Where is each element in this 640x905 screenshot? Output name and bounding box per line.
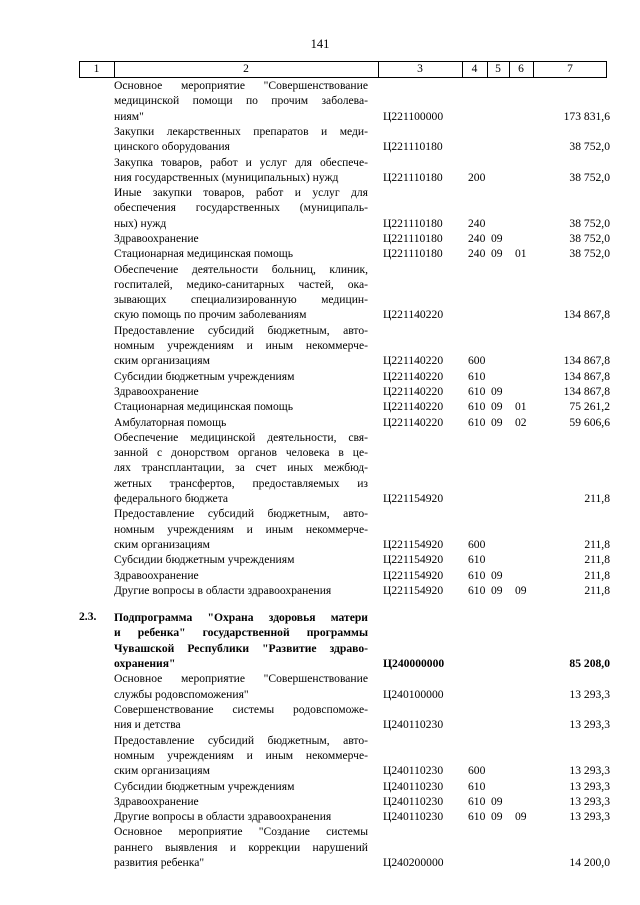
row-name bbox=[114, 506, 368, 552]
table-row bbox=[0, 246, 640, 261]
row-name bbox=[114, 262, 368, 323]
row-sum: 85 208,0 bbox=[569, 657, 610, 671]
table-row bbox=[0, 702, 640, 733]
row-code: Ц221140220 bbox=[383, 369, 444, 383]
table-row bbox=[0, 794, 640, 809]
row-name-line: ским организациям bbox=[114, 537, 210, 551]
row-name-line: Субсидии бюджетным учреждениям bbox=[114, 779, 295, 793]
header-col-2: 2 bbox=[243, 63, 249, 75]
row-name-line: Совершенствование системы родовспоможе- bbox=[114, 703, 368, 716]
row-name-line: Предоставление субсидий бюджетным, авто- bbox=[114, 507, 368, 521]
row-vr: 610 bbox=[468, 553, 486, 567]
row-code: Ц240100000 bbox=[383, 687, 444, 701]
row-name-line: Амбулаторная помощь bbox=[114, 415, 227, 429]
row-name bbox=[114, 809, 368, 824]
row-name-line: Обеспечение деятельности больниц, клиник, bbox=[114, 262, 368, 276]
row-name-line: Основное мероприятие "Совершенствование bbox=[114, 672, 368, 686]
row-vr: 240 bbox=[468, 232, 486, 245]
row-code: Ц221154920 bbox=[383, 553, 444, 567]
row-name bbox=[114, 399, 368, 414]
table-row bbox=[0, 610, 640, 671]
row-name bbox=[114, 794, 368, 809]
row-code: Ц221140220 bbox=[383, 308, 444, 322]
row-pr: 02 bbox=[515, 415, 527, 429]
row-rz: 09 bbox=[491, 794, 503, 808]
row-sum: 13 293,3 bbox=[569, 810, 610, 824]
row-name-line: цинского оборудования bbox=[114, 140, 230, 154]
row-rz: 09 bbox=[491, 232, 503, 245]
row-name-line: раннего выявления и коррекции нарушений bbox=[114, 840, 368, 854]
row-name bbox=[114, 369, 368, 384]
row-name-line: и ребенка" государственной программы bbox=[114, 626, 368, 640]
row-sum: 134 867,8 bbox=[563, 369, 610, 383]
row-rz: 09 bbox=[491, 568, 503, 582]
row-sum: 13 293,3 bbox=[569, 794, 610, 808]
row-vr: 610 bbox=[468, 385, 486, 398]
table-row bbox=[0, 185, 640, 231]
row-name bbox=[114, 78, 368, 124]
row-sum: 134 867,8 bbox=[563, 354, 610, 368]
row-code: Ц221154920 bbox=[383, 583, 444, 597]
row-name-line: федерального бюджета bbox=[114, 492, 229, 506]
row-rz: 09 bbox=[491, 400, 503, 414]
row-code: Ц221140220 bbox=[383, 400, 444, 414]
row-name bbox=[114, 231, 368, 246]
row-name-line: занной с донорством органов человека в це- bbox=[114, 446, 368, 460]
row-sum: 38 752,0 bbox=[569, 140, 610, 154]
row-name-line: Другие вопросы в области здравоохранения bbox=[114, 810, 332, 824]
row-name bbox=[114, 733, 368, 779]
row-name bbox=[114, 185, 368, 231]
header-col-4: 4 bbox=[471, 63, 478, 75]
row-name-line: Субсидии бюджетным учреждениям bbox=[114, 369, 295, 383]
row-pr: 01 bbox=[515, 247, 527, 261]
table-row bbox=[0, 124, 640, 155]
row-code: Ц221100000 bbox=[383, 109, 444, 123]
table-row bbox=[0, 369, 640, 384]
row-name-line: Субсидии бюджетным учреждениям bbox=[114, 553, 295, 567]
row-sum: 13 293,3 bbox=[569, 764, 610, 778]
row-code: Ц221140220 bbox=[383, 354, 444, 368]
header-col-1: 1 bbox=[93, 63, 100, 75]
row-pr: 01 bbox=[515, 400, 527, 414]
row-name bbox=[114, 323, 368, 369]
row-name bbox=[114, 384, 368, 399]
row-vr: 610 bbox=[468, 794, 486, 808]
table-row bbox=[0, 323, 640, 369]
row-code: Ц221154920 bbox=[383, 568, 444, 582]
row-code: Ц240000000 bbox=[383, 657, 445, 671]
row-name-line: службы родовспоможения" bbox=[114, 687, 249, 701]
row-code: Ц240110230 bbox=[383, 794, 444, 808]
row-name-line: Обеспечение медицинской деятельности, свя- bbox=[114, 430, 368, 444]
row-code: Ц221110180 bbox=[383, 140, 443, 154]
table-row bbox=[0, 262, 640, 323]
row-code: Ц221110180 bbox=[383, 170, 443, 184]
row-name bbox=[114, 779, 368, 794]
row-sum: 59 606,6 bbox=[569, 415, 610, 429]
row-name bbox=[114, 702, 368, 733]
row-name-line: ниям" bbox=[114, 109, 144, 123]
row-code: Ц221140220 bbox=[383, 385, 444, 398]
table-row bbox=[0, 399, 640, 414]
row-rz: 09 bbox=[491, 583, 503, 597]
row-name-line: ским организациям bbox=[114, 764, 210, 778]
row-name-line: Здравоохранение bbox=[114, 232, 199, 245]
table-row bbox=[0, 384, 640, 399]
row-sum: 38 752,0 bbox=[569, 170, 610, 184]
row-name-line: Другие вопросы в области здравоохранения bbox=[114, 583, 332, 597]
table-row bbox=[0, 231, 640, 246]
row-vr: 240 bbox=[468, 247, 486, 261]
row-vr: 610 bbox=[468, 369, 486, 383]
row-sum: 75 261,2 bbox=[569, 400, 610, 414]
table-row bbox=[0, 809, 640, 824]
row-code: Ц221140220 bbox=[383, 415, 444, 429]
header-col-5: 5 bbox=[495, 63, 501, 75]
row-name-line: Здравоохранение bbox=[114, 568, 199, 582]
table-row bbox=[0, 430, 640, 507]
row-name-line: скую помощь по прочим заболеваниям bbox=[114, 308, 307, 322]
table-row bbox=[0, 779, 640, 794]
row-rz: 09 bbox=[491, 810, 503, 824]
row-name-line: номным учреждениям и иным некоммерче- bbox=[114, 748, 368, 762]
row-name-line: ским организациям bbox=[114, 354, 210, 368]
row-name-line: Основное мероприятие "Совершенствование bbox=[114, 79, 368, 92]
row-sum: 13 293,3 bbox=[569, 718, 610, 732]
row-name-line: жетных трансфертов, предоставляемых из bbox=[114, 476, 368, 490]
row-sum: 13 293,3 bbox=[569, 687, 610, 701]
row-name-line: Предоставление субсидий бюджетным, авто- bbox=[114, 323, 368, 337]
row-sum: 38 752,0 bbox=[569, 232, 610, 245]
row-name-line: Стационарная медицинская помощь bbox=[114, 400, 294, 414]
table-row bbox=[0, 583, 640, 598]
row-sum: 173 831,6 bbox=[563, 109, 610, 123]
table-row bbox=[0, 733, 640, 779]
row-vr: 600 bbox=[468, 764, 486, 778]
row-name-line: Стационарная медицинская помощь bbox=[114, 247, 294, 261]
row-name-line: Закупка товаров, работ и услуг для обеспече- bbox=[114, 155, 368, 169]
row-name bbox=[114, 610, 368, 671]
row-name-line: Здравоохранение bbox=[114, 794, 199, 808]
row-name-line: госпиталей, медико-санитарных частей, ока- bbox=[114, 277, 368, 291]
page-number: 141 bbox=[310, 37, 330, 51]
table-row bbox=[0, 568, 640, 583]
row-name-line: зывающих специализированную медицин- bbox=[114, 293, 368, 307]
row-code: Ц221110180 bbox=[383, 247, 443, 261]
row-name-line: номным учреждениям и иным некоммерче- bbox=[114, 339, 368, 353]
row-vr: 600 bbox=[468, 537, 486, 551]
row-sum: 134 867,8 bbox=[563, 308, 610, 322]
row-sum: 211,8 bbox=[584, 568, 610, 582]
row-name-line: ния и детства bbox=[114, 718, 181, 732]
table-row bbox=[0, 78, 640, 124]
row-name bbox=[114, 671, 368, 702]
row-sum: 211,8 bbox=[584, 583, 610, 597]
row-number: 2.3. bbox=[79, 610, 97, 624]
table-row bbox=[0, 824, 640, 870]
row-vr: 200 bbox=[468, 170, 486, 184]
row-code: Ц240110230 bbox=[383, 810, 444, 824]
row-vr: 600 bbox=[468, 354, 486, 368]
row-sum: 14 200,0 bbox=[569, 855, 610, 869]
row-sum: 211,8 bbox=[584, 553, 610, 567]
row-vr: 610 bbox=[468, 400, 486, 414]
header-col-6: 6 bbox=[518, 63, 524, 75]
row-name-line: Здравоохранение bbox=[114, 385, 199, 398]
row-name-line: ния государственных (муниципальных) нужд bbox=[114, 170, 339, 184]
row-code: Ц221154920 bbox=[383, 537, 444, 551]
row-rz: 09 bbox=[491, 415, 503, 429]
row-vr: 610 bbox=[468, 583, 486, 597]
row-rz: 09 bbox=[491, 385, 503, 398]
row-code: Ц221154920 bbox=[383, 492, 444, 506]
table-row bbox=[0, 155, 640, 186]
row-sum: 13 293,3 bbox=[569, 779, 610, 793]
row-name bbox=[114, 430, 368, 506]
row-pr: 09 bbox=[515, 583, 527, 597]
row-code: Ц240110230 bbox=[383, 718, 444, 732]
row-name-line: номным учреждениям и иным некоммерче- bbox=[114, 522, 368, 536]
row-name-line: медицинской помощи по прочим заболева- bbox=[114, 94, 368, 108]
row-sum: 211,8 bbox=[584, 492, 610, 506]
row-sum: 38 752,0 bbox=[569, 216, 610, 230]
table-row bbox=[0, 415, 640, 430]
row-name-line: Основное мероприятие "Создание системы bbox=[114, 825, 368, 839]
header-col-3: 3 bbox=[417, 63, 423, 75]
row-name-line: Предоставление субсидий бюджетным, авто- bbox=[114, 733, 368, 747]
row-name bbox=[114, 155, 368, 186]
row-vr: 610 bbox=[468, 415, 486, 429]
table-row bbox=[0, 671, 640, 702]
row-vr: 610 bbox=[468, 568, 486, 582]
row-name-line: обеспечения государственных (муниципаль- bbox=[114, 201, 368, 215]
row-code: Ц221110180 bbox=[383, 232, 443, 245]
row-vr: 240 bbox=[468, 216, 486, 230]
row-code: Ц240200000 bbox=[383, 855, 444, 869]
row-name-line: Подпрограмма "Охрана здоровья матери bbox=[114, 611, 368, 625]
row-pr: 09 bbox=[515, 810, 527, 824]
row-name bbox=[114, 568, 368, 583]
row-name-line: Чувашской Республики "Развитие здраво- bbox=[114, 641, 368, 655]
row-name-line: Иные закупки товаров, работ и услуг для bbox=[114, 186, 368, 200]
row-name bbox=[114, 824, 368, 870]
header-col-7: 7 bbox=[567, 63, 573, 75]
row-name bbox=[114, 583, 368, 598]
row-name-line: охранения" bbox=[114, 657, 176, 671]
row-code: Ц221110180 bbox=[383, 216, 443, 230]
row-sum: 38 752,0 bbox=[569, 247, 610, 261]
row-sum: 134 867,8 bbox=[563, 385, 610, 398]
row-code: Ц240110230 bbox=[383, 779, 444, 793]
table-row bbox=[0, 552, 640, 567]
row-name-line: развития ребенка" bbox=[114, 855, 205, 869]
table-header bbox=[79, 61, 607, 78]
row-name bbox=[114, 415, 368, 430]
row-name bbox=[114, 124, 368, 155]
row-vr: 610 bbox=[468, 810, 486, 824]
row-vr: 610 bbox=[468, 779, 486, 793]
row-name-line: лях трансплантации, за счет иных межбюд- bbox=[114, 461, 368, 475]
row-name bbox=[114, 246, 368, 261]
row-name-line: ных) нужд bbox=[114, 216, 167, 230]
table-row bbox=[0, 506, 640, 552]
row-name bbox=[114, 552, 368, 567]
row-code: Ц240110230 bbox=[383, 764, 444, 778]
row-name-line: Закупки лекарственных препаратов и меди- bbox=[114, 124, 368, 138]
row-rz: 09 bbox=[491, 247, 503, 261]
row-sum: 211,8 bbox=[584, 537, 610, 551]
